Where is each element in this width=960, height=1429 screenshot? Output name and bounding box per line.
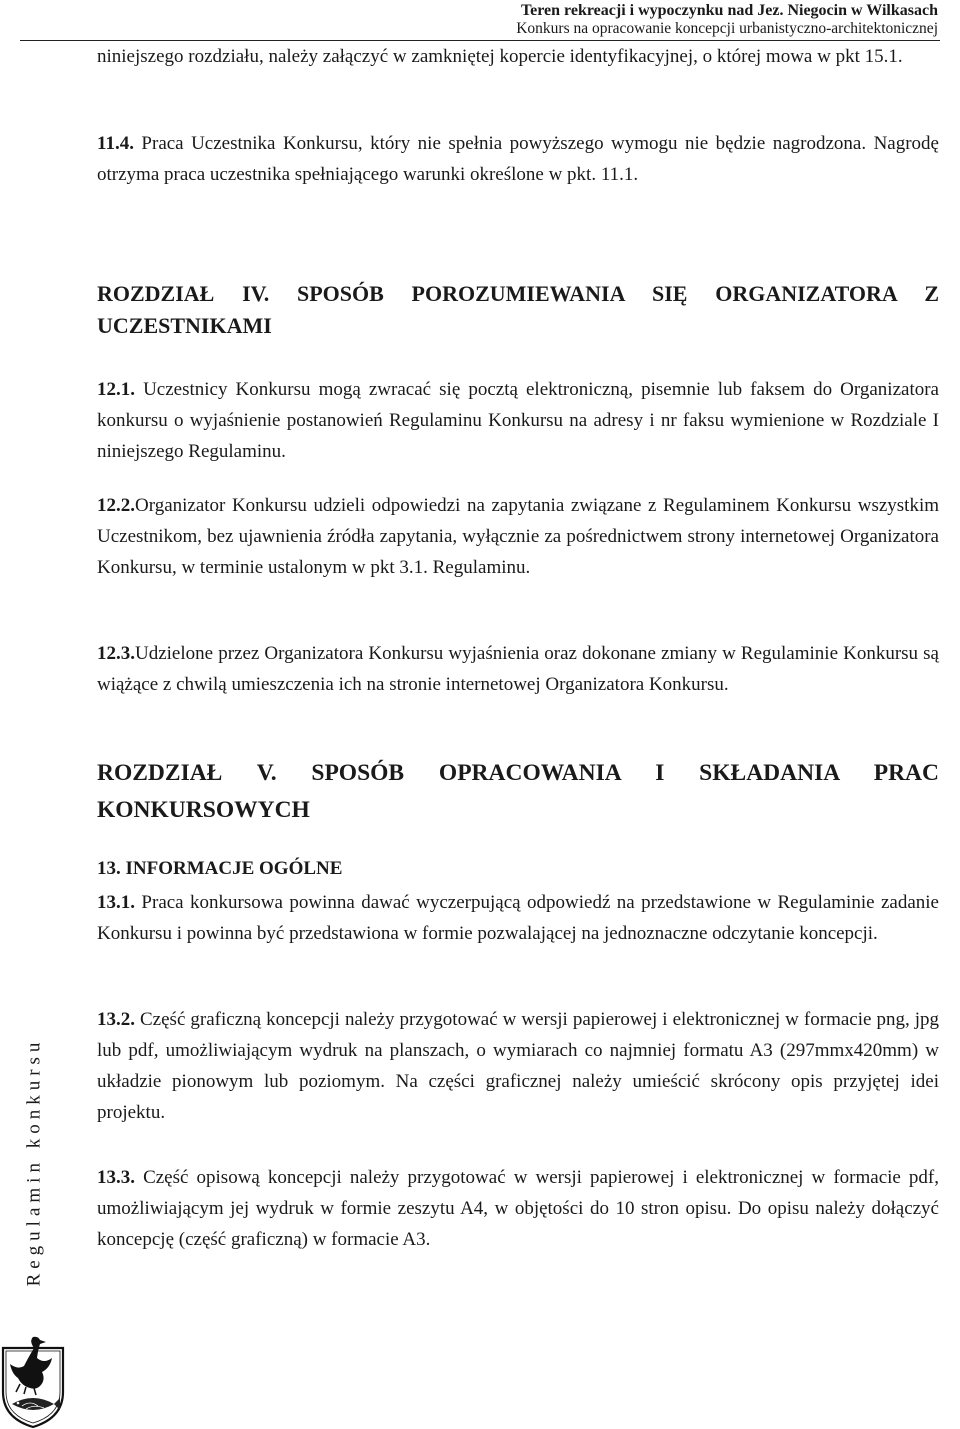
paragraph-number: 13.1. <box>97 892 135 913</box>
header-title: Teren rekreacji i wypoczynku nad Jez. Niegocin w Wilkasach <box>520 2 938 19</box>
paragraph-11-4 <box>97 128 939 190</box>
paragraph-intro-text: niniejszego rozdziału, należy załączyć w zamkniętej kopercie identyfikacyjnej, o której mowa w pkt 15.1. <box>97 46 903 67</box>
paragraph-text: Organizator Konkursu udzieli odpowiedzi na zapytania związane z Regulaminem Konkursu wszystkim Uczestnikom, bez ujawnienia źródła zapytania, wyłącznie za pośrednictwem strony internetowej Organizatora Konkursu, w terminie ustalonym w pkt 3.1. Regulaminu. <box>97 495 939 578</box>
page-header <box>516 2 938 38</box>
paragraph-text: Udzielone przez Organizatora Konkursu wyjaśnienia oraz dokonane zmiany w Regulaminie Konkursu są wiążące z chwilą umieszczenia ich na stronie internetowej Organizatora Konkursu. <box>97 643 939 695</box>
cormorant-fish-coat-of-arms-icon <box>0 1334 66 1429</box>
paragraph-number: 13.2. <box>97 1009 135 1030</box>
paragraph-number: 11.4. <box>97 133 134 154</box>
paragraph-12-1 <box>97 374 939 467</box>
paragraph-number: 12.3. <box>97 643 135 664</box>
paragraph-13-1 <box>97 887 939 949</box>
paragraph-13-3 <box>97 1162 939 1255</box>
paragraph-number: 13.3. <box>97 1167 135 1188</box>
header-subtitle: Konkurs na opracowanie koncepcji urbanistyczno-architektonicznej <box>516 20 938 37</box>
chapter-5-heading: ROZDZIAŁ V. SPOSÓB OPRACOWANIA I SKŁADANIA PRAC KONKURSOWYCH <box>97 760 939 823</box>
section-13-heading: 13. INFORMACJE OGÓLNE <box>97 858 343 879</box>
sidebar-label-text: Regulamin konkursu <box>23 1037 45 1287</box>
paragraph-text: Uczestnicy Konkursu mogą zwracać się pocztą elektroniczną, pisemnie lub faksem do Organizatora konkursu o wyjaśnienie postanowień Regulaminu Konkursu na adresy i nr faksu wymienione w Rozdziale I niniejszego Regulaminu. <box>97 379 939 462</box>
paragraph-number: 12.2. <box>97 495 135 516</box>
paragraph-12-3 <box>97 638 939 700</box>
paragraph-text: Część graficzną koncepcji należy przygotować w wersji papierowej i elektronicznej w formacie png, jpg lub pdf, umożliwiającym wydruk na planszach, o wymiarach co najmniej formatu A3 (297mmx420mm) w układzie pionowym lub poziomym. Na części graficznej należy umieścić skrócony opis przyjętej idei projektu. <box>97 1009 939 1123</box>
paragraph-text: Praca konkursowa powinna dawać wyczerpującą odpowiedź na przedstawione w Regulaminie zadanie Konkursu i powinna być przedstawiona w formie pozwalającej na jednoznaczne odczytanie koncepcji. <box>97 892 939 944</box>
paragraph-intro <box>97 41 939 72</box>
chapter-4-heading: ROZDZIAŁ IV. SPOSÓB POROZUMIEWANIA SIĘ ORGANIZATORA Z UCZESTNIKAMI <box>97 281 939 338</box>
paragraph-text: Praca Uczestnika Konkursu, który nie spełnia powyższego wymogu nie będzie nagrodzona. Nagrodę otrzyma praca uczestnika spełniającego warunki określone w pkt. 11.1. <box>97 133 939 185</box>
paragraph-text: Część opisową koncepcji należy przygotować w wersji papierowej i elektronicznej w formacie pdf, umożliwiającym jej wydruk w formie zeszytu A4, w objętości do 10 stron opisu. Do opisu należy dołączyć koncepcję (część graficzną) w formacie A3. <box>97 1167 939 1250</box>
paragraph-number: 12.1. <box>97 379 135 400</box>
paragraph-13-2 <box>97 1004 939 1128</box>
paragraph-12-2 <box>97 490 939 583</box>
sidebar-label <box>14 1028 54 1296</box>
